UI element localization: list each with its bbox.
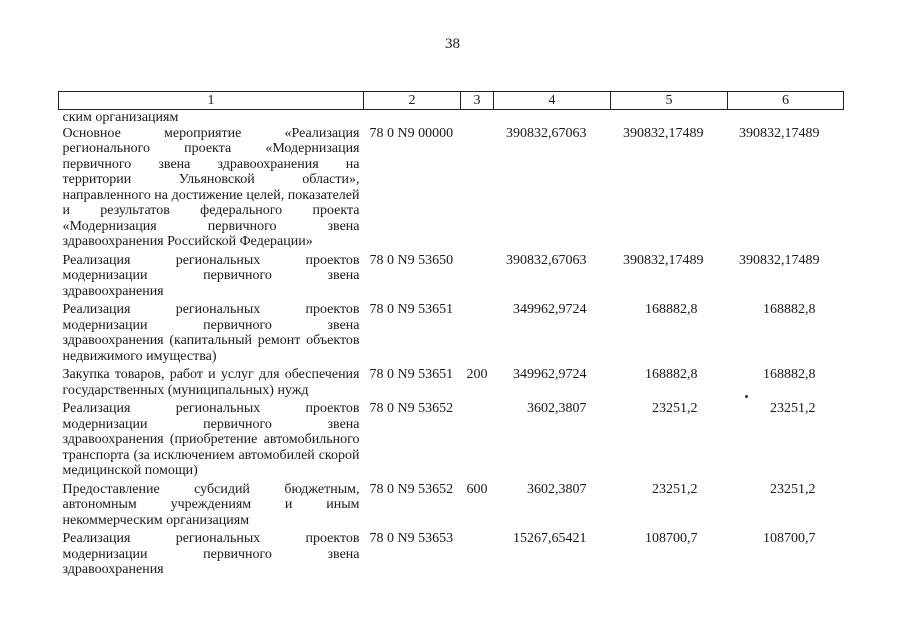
- table-header: [59, 92, 844, 110]
- row-target-code: [364, 110, 461, 126]
- row-amount-3: 108700,7: [763, 531, 816, 546]
- row-description: Закупка товаров, работ и услуг для обеспечения государственных (муниципальных) нужд: [62, 367, 360, 398]
- row-expense-type: [461, 253, 494, 303]
- row-amount-1: [494, 110, 611, 126]
- row-description: Реализация региональных проектов модернизации первичного звена здравоохранения: [62, 531, 360, 577]
- row-amount-3: 23251,2: [770, 401, 816, 416]
- row-expense-type: [461, 110, 494, 126]
- row-amount-1: 390832,67063: [506, 125, 587, 141]
- row-description: Реализация региональных проектов модернизации первичного звена здравоохранения: [62, 252, 360, 299]
- column-header-1: 1: [59, 92, 364, 110]
- row-target-code: 78 0 N9 53652: [369, 481, 454, 497]
- row-expense-type: 200: [466, 367, 488, 382]
- table-row: [59, 401, 844, 482]
- table-row: [59, 253, 844, 303]
- row-amount-2: 23251,2: [652, 481, 698, 497]
- table-body: [59, 110, 844, 581]
- row-target-code: 78 0 N9 53651: [369, 367, 454, 382]
- table-row: [59, 482, 844, 532]
- row-amount-3: 168882,8: [763, 367, 816, 382]
- row-description: Предоставление субсидий бюджетным, автономным учреждениям и иным некоммерческим организациям: [62, 481, 360, 528]
- page-number: 38: [445, 36, 460, 52]
- row-target-code: 78 0 N9 00000: [369, 125, 454, 141]
- row-amount-1: 15267,65421: [513, 531, 587, 546]
- row-amount-1: 3602,3807: [527, 401, 587, 416]
- row-target-code: 78 0 N9 53653: [369, 531, 454, 546]
- table-row: [59, 110, 844, 126]
- row-amount-2: [611, 110, 728, 126]
- column-header-3: 3: [461, 92, 494, 110]
- row-target-code: 78 0 N9 53651: [369, 302, 454, 317]
- table-row: [59, 367, 844, 401]
- row-amount-3: 168882,8: [763, 302, 816, 317]
- row-amount-1: 349962,9724: [513, 367, 587, 382]
- row-amount-3: 23251,2: [770, 481, 816, 497]
- row-amount-3: 390832,17489: [739, 252, 820, 268]
- row-description: ским организациям: [62, 110, 179, 125]
- header-row: [59, 92, 844, 110]
- row-target-code: 78 0 N9 53650: [369, 252, 454, 268]
- row-expense-type: [461, 401, 494, 482]
- row-expense-type: [461, 126, 494, 253]
- row-description: Основное мероприятие «Реализация регионального проекта «Модернизация первичного звена здравоохранения на территории Ульяновской области», направленного на достижение целей, показателей и результатов федерального проекта «Модернизация первичного звена здравоохранения Российской Федерации»: [62, 125, 360, 249]
- row-description: Реализация региональных проектов модернизации первичного звена здравоохранения (приобретение автомобильного транспорта (за исключением автомобилей скорой медицинской помощи): [62, 401, 360, 478]
- row-amount-2: 23251,2: [652, 401, 698, 416]
- table-row: [59, 302, 844, 367]
- row-amount-2: 390832,17489: [623, 252, 704, 268]
- table-row: [59, 531, 844, 581]
- row-expense-type: [461, 302, 494, 367]
- column-header-6: 6: [728, 92, 844, 110]
- column-header-4: 4: [494, 92, 611, 110]
- row-expense-type: 600: [466, 481, 488, 497]
- scan-speck: [745, 395, 748, 398]
- row-amount-3: [728, 110, 844, 126]
- row-description: Реализация региональных проектов модернизации первичного звена здравоохранения (капитальный ремонт объектов недвижимого имущества): [62, 302, 360, 364]
- row-target-code: 78 0 N9 53652: [369, 401, 454, 416]
- row-amount-1: 349962,9724: [513, 302, 587, 317]
- row-amount-2: 108700,7: [645, 531, 698, 546]
- row-amount-1: 3602,3807: [527, 481, 587, 497]
- column-header-2: 2: [364, 92, 461, 110]
- column-header-5: 5: [611, 92, 728, 110]
- row-amount-2: 168882,8: [645, 367, 698, 382]
- row-expense-type: [461, 531, 494, 581]
- row-amount-3: 390832,17489: [739, 125, 820, 141]
- row-amount-1: 390832,67063: [506, 252, 587, 268]
- budget-table: [58, 91, 844, 581]
- table-row: [59, 126, 844, 253]
- row-amount-2: 390832,17489: [623, 125, 704, 141]
- row-amount-2: 168882,8: [645, 302, 698, 317]
